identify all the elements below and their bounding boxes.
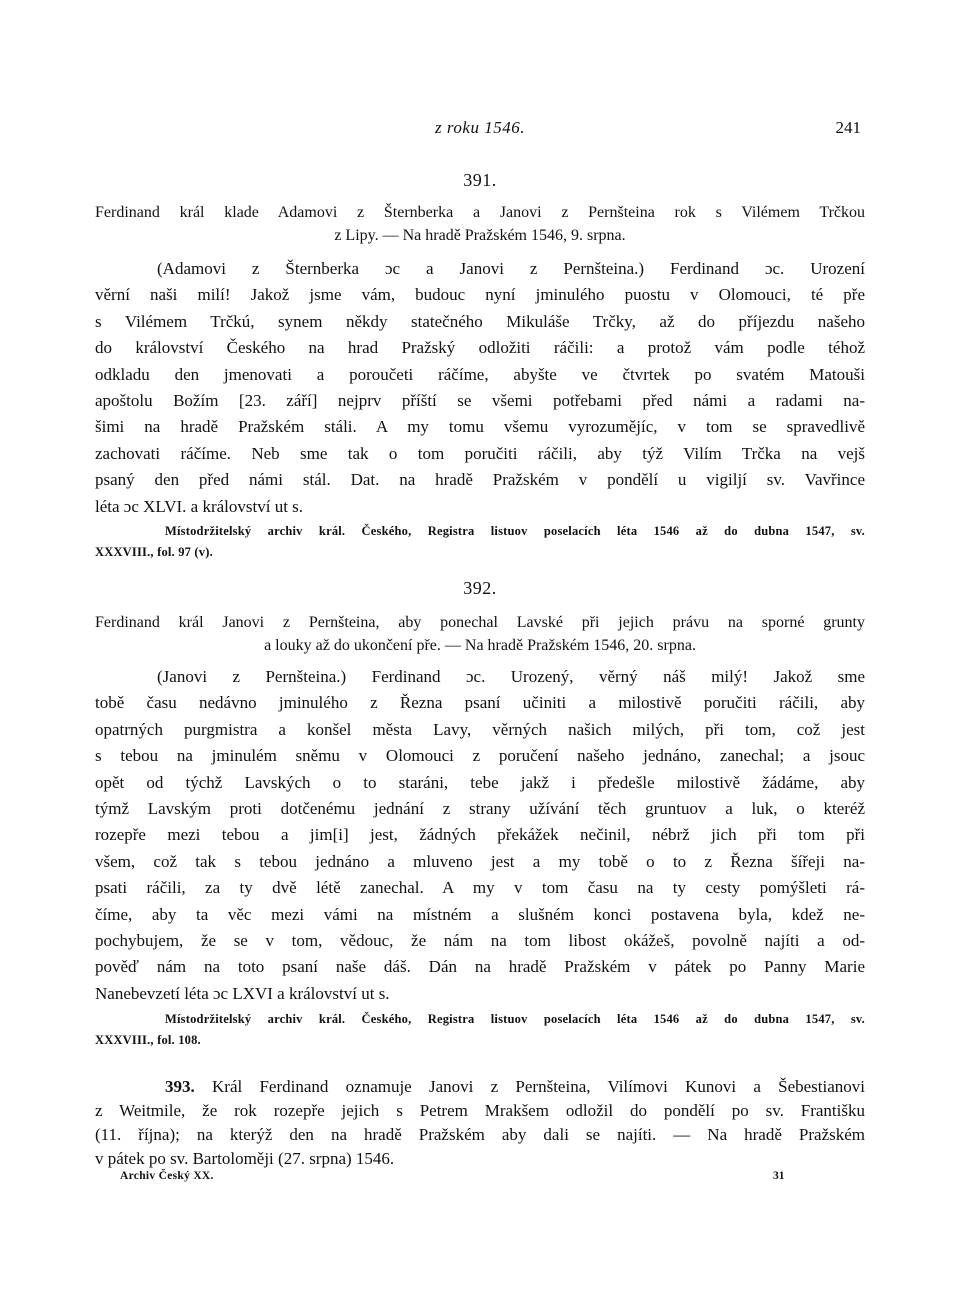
entry-391-source: [95, 521, 865, 563]
text-line: psaný den před námi stál. Dat. na hradě Pražském v pondělí u vigiljí sv. Vavřince: [95, 470, 865, 490]
text-line: apoštolu Božím [23. září] nejprv příští se všemi potřebami před námi a radami na-: [95, 391, 865, 411]
text-line: Král Ferdinand oznamuje Janovi z Pernšteina, Vilímovi Kunovi a Šebestianovi: [194, 1077, 865, 1096]
text-line: šimi na hradě Pražském stáli. A my tomu všemu vyrozumějíc, v tom se spravedlivě: [95, 417, 865, 437]
text-line: rozepře mezi tebou a jim[i] jest, žádných překážek nečinil, nébrž jich při tom při: [95, 825, 865, 845]
entry-392-regest: [95, 611, 865, 657]
source-line: Místodržitelský archiv král. Českého, Registra listuov poselacích léta 1546 až do dubna 1547, sv.: [165, 1012, 865, 1026]
text-line: s Vilémem Trčkú, synem někdy statečného Mikuláše Trčky, až do příjezdu našeho: [95, 311, 865, 331]
text-line: v pátek po sv. Bartoloměji (27. srpna) 1546.: [95, 1149, 395, 1168]
text-line: do království Českého na hrad Pražský odložiti ráčili: a protož vám podle téhož: [95, 338, 865, 358]
running-title: z roku 1546.: [435, 118, 525, 137]
sheet-signature: Archiv Český XX.: [120, 1170, 214, 1182]
regest-line: Ferdinand král Janovi z Pernšteina, aby ponechal Lavské při jejich právu na sporné grunty: [95, 614, 865, 631]
entry-393-first-line: [95, 1075, 865, 1099]
text-line: Nanebevzetí léta ɔc LXVI a království ut s.: [95, 983, 390, 1003]
text-line: opatrných purgmistra a konšel města Lavy, věrných našich milých, při tom, což jest: [95, 719, 865, 739]
entry-391-number: 391.: [463, 170, 497, 190]
text-line: psati ráčili, za ty dvě létě zanechal. A my v tom času na ty cesty pomýšleti rá-: [95, 878, 865, 898]
regest-line: z Lipy. — Na hradě Pražském 1546, 9. srpna.: [334, 227, 626, 244]
entry-391-text: [95, 256, 865, 520]
text-line: s tebou na jminulém sněmu v Olomouci z poručení našeho jednáno, zanechal; a jsouc: [95, 746, 865, 766]
text-line: pochybujem, že se v tom, vědouc, že nám na tom libost okážeš, povolně najíti a od-: [95, 931, 865, 951]
text-line: (Adamovi z Šternberka ɔc a Janovi z Pernšteina.) Ferdinand ɔc. Urození: [157, 259, 865, 278]
running-head: [95, 118, 865, 142]
regest-line: Ferdinand král klade Adamovi z Šternberka a Janovi z Pernšteina rok s Vilémem Trčkou: [95, 204, 865, 221]
text-line: číme, aby ta věc mezi vámi na místném a slušném konci postavena byla, kdež ne-: [95, 904, 865, 924]
text-line: léta ɔc XLVI. a království ut s.: [95, 496, 304, 516]
entry-393: [95, 1075, 865, 1171]
text-line: všem, což tak s tebou jednáno a mluveno jest a my tobě o to z Řezna šířeji na-: [95, 851, 865, 871]
text-line: pověď nám na toto psaní naše dáš. Dán na hradě Pražském v pátek po Panny Marie: [95, 957, 865, 977]
sheet-number: 31: [773, 1170, 785, 1182]
entry-391-regest: [95, 201, 865, 247]
text-line: (11. října); na kterýž den na hradě Pražském aby dali se najíti. — Na hradě Pražském: [95, 1125, 865, 1144]
source-line: XXXVIII., fol. 97 (v).: [95, 545, 213, 559]
entry-393-number: 393.: [165, 1077, 195, 1096]
source-line: XXXVIII., fol. 108.: [95, 1033, 201, 1047]
regest-line: a louky až do ukončení pře. — Na hradě Pražském 1546, 20. srpna.: [264, 637, 696, 654]
source-line: Místodržitelský archiv král. Českého, Registra listuov poselacích léta 1546 až do dubna 1547, sv.: [165, 524, 865, 538]
text-line: tobě času nedávno jminulého z Řezna psaní učiniti a milostivě poručiti ráčili, aby: [95, 693, 865, 713]
text-line: z Weitmile, že rok rozepře jejich s Petrem Mrakšem odložil do pondělí po sv. Františku: [95, 1101, 865, 1120]
page-number: 241: [835, 118, 861, 137]
text-line: (Janovi z Pernšteina.) Ferdinand ɔc. Urozený, věrný náš milý! Jakož sme: [157, 667, 865, 686]
entry-392-number: 392.: [463, 578, 497, 598]
text-line: odkladu den jmenovati a poroučeti ráčíme, abyšte ve čtvrtek po svatém Matouši: [95, 364, 865, 384]
text-line: zachovati ráčíme. Neb sme tak o tom poručiti ráčili, aby týž Vilím Trčka na vejš: [95, 443, 865, 463]
entry-392-source: [95, 1009, 865, 1051]
entry-392-text: [95, 664, 865, 1007]
text-line: týmž Lavským proti dotčenému jednání z strany užívání těch gruntuov a luk, o kteréž: [95, 799, 865, 819]
text-line: opět od týchž Lavských o to staráni, tebe jakž i předešle milostivě žádáme, aby: [95, 772, 865, 792]
text-line: věrní naši milí! Jakož jsme vám, budouc nyní jminulého puostu v Olomouci, té pře: [95, 285, 865, 305]
